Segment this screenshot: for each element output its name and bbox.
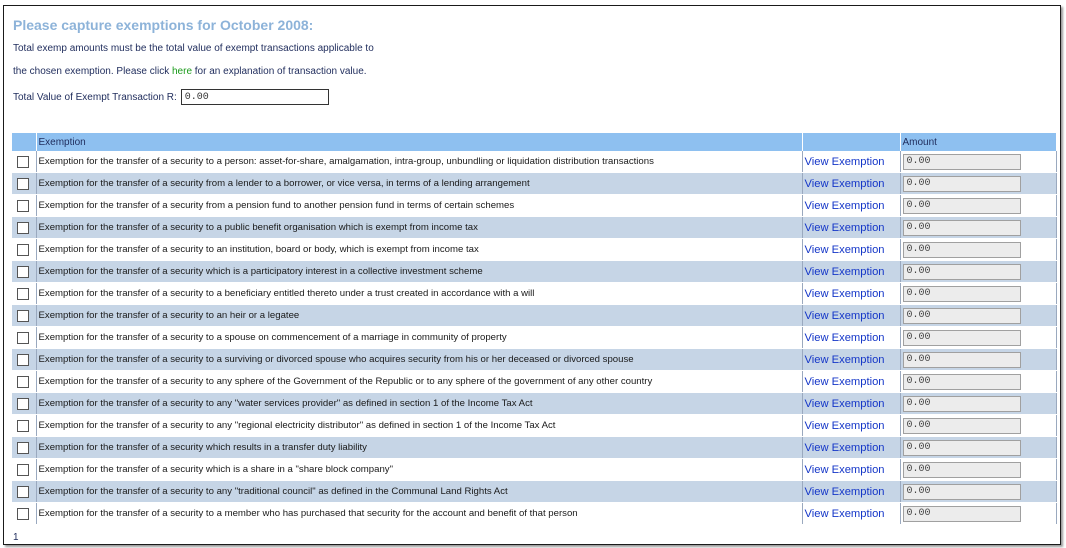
total-value-row	[13, 89, 329, 105]
instruction-suffix: for an explanation of transaction value.	[192, 66, 367, 77]
row-select-cell	[12, 261, 36, 283]
row-select-cell	[12, 327, 36, 349]
exemption-description: Exemption for the transfer of a security to any "water services provider" as defined in section 1 of the Income Tax Act	[36, 393, 802, 415]
exemption-description: Exemption for the transfer of a security to a person: asset-for-share, amalgamation, intra-group, unbundling or liquidation distribution transactions	[36, 151, 802, 173]
amount-cell	[900, 283, 1056, 305]
table-row	[12, 393, 1056, 415]
instruction-line-2	[13, 66, 367, 77]
table-row	[12, 459, 1056, 481]
amount-input[interactable]	[903, 418, 1021, 434]
table-row	[12, 239, 1056, 261]
instruction-prefix: the chosen exemption. Please click	[13, 66, 172, 77]
amount-cell	[900, 415, 1056, 437]
amount-cell	[900, 503, 1056, 525]
exemption-checkbox[interactable]	[17, 398, 29, 410]
view-exemption-link[interactable]: View Exemption	[804, 353, 885, 366]
exemption-checkbox[interactable]	[17, 332, 29, 344]
table-row	[12, 349, 1056, 371]
exemption-description: Exemption for the transfer of a security to an heir or a legatee	[36, 305, 802, 327]
amount-cell	[900, 173, 1056, 195]
amount-input[interactable]	[903, 220, 1021, 236]
row-select-cell	[12, 459, 36, 481]
exemption-checkbox[interactable]	[17, 376, 29, 388]
row-select-cell	[12, 195, 36, 217]
view-exemption-cell	[802, 503, 900, 525]
view-exemption-link[interactable]: View Exemption	[804, 463, 885, 476]
row-select-cell	[12, 173, 36, 195]
view-exemption-link[interactable]: View Exemption	[804, 375, 885, 388]
amount-cell	[900, 327, 1056, 349]
here-link[interactable]: here	[171, 66, 192, 77]
exemption-description: Exemption for the transfer of a security to any "traditional council" as defined in the Communal Land Rights Act	[36, 481, 802, 503]
view-exemption-link[interactable]: View Exemption	[804, 397, 885, 410]
amount-cell	[900, 349, 1056, 371]
amount-cell	[900, 217, 1056, 239]
amount-input[interactable]	[903, 396, 1021, 412]
view-exemption-cell	[802, 173, 900, 195]
exemption-checkbox[interactable]	[17, 244, 29, 256]
header-amount: Amount	[900, 133, 1056, 151]
exemption-checkbox[interactable]	[17, 442, 29, 454]
view-exemption-cell	[802, 371, 900, 393]
view-exemption-link[interactable]: View Exemption	[804, 265, 885, 278]
view-exemption-link[interactable]: View Exemption	[804, 243, 885, 256]
view-exemption-link[interactable]: View Exemption	[804, 221, 885, 234]
view-exemption-link[interactable]: View Exemption	[804, 177, 885, 190]
amount-cell	[900, 261, 1056, 283]
amount-cell	[900, 437, 1056, 459]
table-row	[12, 283, 1056, 305]
row-select-cell	[12, 283, 36, 305]
instruction-line-1: Total exemp amounts must be the total value of exempt transactions applicable to	[13, 43, 374, 54]
view-exemption-cell	[802, 437, 900, 459]
total-value-input[interactable]	[181, 89, 329, 105]
exemption-checkbox[interactable]	[17, 354, 29, 366]
view-exemption-cell	[802, 151, 900, 173]
exemption-form-frame	[3, 5, 1061, 545]
exemption-description: Exemption for the transfer of a security to a member who has purchased that security for the account and benefit of that person	[36, 503, 802, 525]
exemption-description: Exemption for the transfer of a security to a surviving or divorced spouse who acquires security from his or her deceased or divorced spouse	[36, 349, 802, 371]
exemption-description: Exemption for the transfer of a security which is a share in a "share block company"	[36, 459, 802, 481]
exemption-checkbox[interactable]	[17, 222, 29, 234]
view-exemption-link[interactable]: View Exemption	[804, 485, 885, 498]
table-row	[12, 415, 1056, 437]
table-row	[12, 305, 1056, 327]
view-exemption-link[interactable]: View Exemption	[804, 441, 885, 454]
view-exemption-cell	[802, 327, 900, 349]
amount-cell	[900, 195, 1056, 217]
row-select-cell	[12, 349, 36, 371]
exemption-description: Exemption for the transfer of a security to a public benefit organisation which is exempt from income tax	[36, 217, 802, 239]
table-row	[12, 151, 1056, 173]
exemption-checkbox[interactable]	[17, 200, 29, 212]
amount-input[interactable]	[903, 198, 1021, 214]
header-select	[12, 133, 36, 151]
amount-input[interactable]	[903, 308, 1021, 324]
row-select-cell	[12, 305, 36, 327]
amount-input[interactable]	[903, 176, 1021, 192]
header-link	[802, 133, 900, 151]
view-exemption-cell	[802, 415, 900, 437]
amount-cell	[900, 239, 1056, 261]
view-exemption-link[interactable]: View Exemption	[804, 199, 885, 212]
view-exemption-cell	[802, 261, 900, 283]
exemptions-table	[12, 133, 1057, 525]
view-exemption-link[interactable]: View Exemption	[804, 419, 885, 432]
row-select-cell	[12, 393, 36, 415]
table-row	[12, 327, 1056, 349]
exemption-checkbox[interactable]	[17, 310, 29, 322]
table-row	[12, 173, 1056, 195]
row-select-cell	[12, 437, 36, 459]
table-row	[12, 481, 1056, 503]
table-row	[12, 217, 1056, 239]
view-exemption-link[interactable]: View Exemption	[804, 309, 885, 322]
exemption-description: Exemption for the transfer of a security which is a participatory interest in a collective investment scheme	[36, 261, 802, 283]
total-value-label: Total Value of Exempt Transaction R:	[13, 91, 177, 103]
table-row	[12, 371, 1056, 393]
exemption-checkbox[interactable]	[17, 266, 29, 278]
table-row	[12, 261, 1056, 283]
amount-cell	[900, 305, 1056, 327]
exemption-description: Exemption for the transfer of a security to a spouse on commencement of a marriage in community of property	[36, 327, 802, 349]
exemption-checkbox[interactable]	[17, 288, 29, 300]
exemption-description: Exemption for the transfer of a security to an institution, board or body, which is exempt from income tax	[36, 239, 802, 261]
exemption-description: Exemption for the transfer of a security to any "regional electricity distributor" as defined in section 1 of the Income Tax Act	[36, 415, 802, 437]
exemption-checkbox[interactable]	[17, 486, 29, 498]
amount-input[interactable]	[903, 264, 1021, 280]
exemption-description: Exemption for the transfer of a security from a pension fund to another pension fund in terms of certain schemes	[36, 195, 802, 217]
page-number[interactable]: 1	[13, 532, 19, 543]
amount-cell	[900, 459, 1056, 481]
table-header-row	[12, 133, 1056, 151]
page-title: Please capture exemptions for October 2008:	[13, 17, 314, 33]
row-select-cell	[12, 151, 36, 173]
view-exemption-cell	[802, 217, 900, 239]
amount-input[interactable]	[903, 374, 1021, 390]
view-exemption-cell	[802, 239, 900, 261]
view-exemption-link[interactable]: View Exemption	[804, 155, 885, 168]
row-select-cell	[12, 481, 36, 503]
amount-input[interactable]	[903, 242, 1021, 258]
exemption-description: Exemption for the transfer of a security to a beneficiary entitled thereto under a trust created in accordance with a will	[36, 283, 802, 305]
exemption-description: Exemption for the transfer of a security from a lender to a borrower, or vice versa, in terms of a lending arrangement	[36, 173, 802, 195]
exemption-checkbox[interactable]	[17, 420, 29, 432]
table-row	[12, 503, 1056, 525]
amount-input[interactable]	[903, 462, 1021, 478]
exemption-checkbox[interactable]	[17, 178, 29, 190]
view-exemption-cell	[802, 283, 900, 305]
amount-cell	[900, 371, 1056, 393]
amount-cell	[900, 393, 1056, 415]
row-select-cell	[12, 239, 36, 261]
exemption-checkbox[interactable]	[17, 156, 29, 168]
row-select-cell	[12, 217, 36, 239]
row-select-cell	[12, 415, 36, 437]
view-exemption-cell	[802, 459, 900, 481]
header-exemption: Exemption	[36, 133, 802, 151]
row-select-cell	[12, 371, 36, 393]
view-exemption-link[interactable]: View Exemption	[804, 507, 885, 520]
exemption-description: Exemption for the transfer of a security which results in a transfer duty liability	[36, 437, 802, 459]
amount-cell	[900, 151, 1056, 173]
view-exemption-cell	[802, 481, 900, 503]
exemption-checkbox[interactable]	[17, 464, 29, 476]
view-exemption-cell	[802, 393, 900, 415]
view-exemption-link[interactable]: View Exemption	[804, 287, 885, 300]
view-exemption-cell	[802, 305, 900, 327]
view-exemption-link[interactable]: View Exemption	[804, 331, 885, 344]
amount-input[interactable]	[903, 286, 1021, 302]
table-row	[12, 195, 1056, 217]
table-row	[12, 437, 1056, 459]
amount-input[interactable]	[903, 484, 1021, 500]
row-select-cell	[12, 503, 36, 525]
exemptions-table-body	[12, 151, 1056, 525]
view-exemption-cell	[802, 195, 900, 217]
amount-input[interactable]	[903, 440, 1021, 456]
exemption-checkbox[interactable]	[17, 508, 29, 520]
view-exemption-cell	[802, 349, 900, 371]
amount-input[interactable]	[903, 330, 1021, 346]
amount-cell	[900, 481, 1056, 503]
amount-input[interactable]	[903, 506, 1021, 522]
amount-input[interactable]	[903, 352, 1021, 368]
amount-input[interactable]	[903, 154, 1021, 170]
exemption-description: Exemption for the transfer of a security to any sphere of the Government of the Republic or to any sphere of the government of any other country	[36, 371, 802, 393]
